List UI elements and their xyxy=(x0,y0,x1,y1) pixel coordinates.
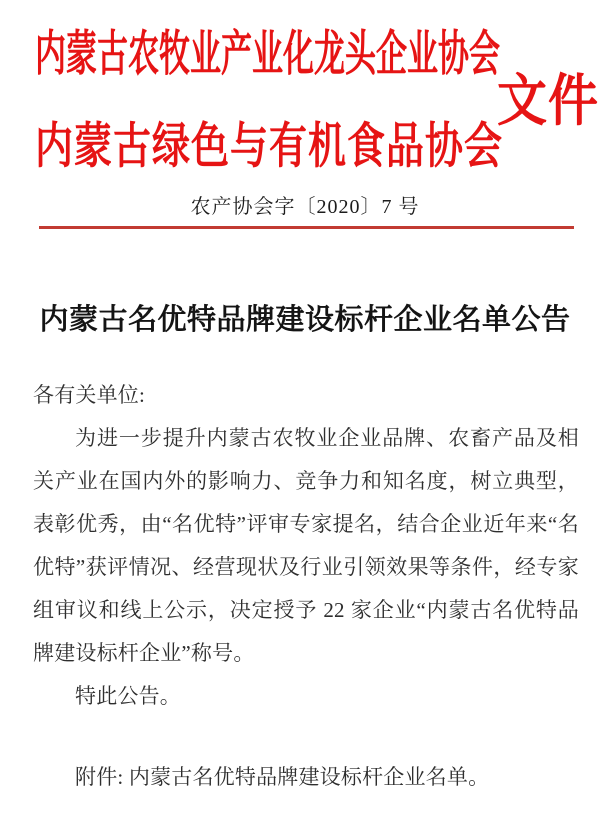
document-body xyxy=(33,374,579,799)
letterhead-org-line-1: 内蒙古农牧业产业化龙头企业协会 xyxy=(35,26,500,81)
letterhead-org-line-2: 内蒙古绿色与有机食品协会 xyxy=(35,120,504,174)
body-paragraph: 为进一步提升内蒙古农牧业企业品牌、农畜产品及相关产业在国内外的影响力、竞争力和知名度，树立典型，表彰优秀，由“名优特”评审专家提名，结合企业近年来“名优特”获评情况、经营现状及行业引领效果等条件，经专家组审议和线上公示，决定授予 22 家企业“内蒙古名优特品牌建设标杆企业”称号。 xyxy=(33,426,579,665)
document-number: 农产协会字〔2020〕7 号 xyxy=(190,196,420,218)
salutation-line: 各有关单位: xyxy=(33,383,146,407)
closing-line: 特此公告。 xyxy=(75,684,181,708)
letterhead-divider-rule xyxy=(39,226,574,229)
document-title: 内蒙古名优特品牌建设标杆企业名单公告 xyxy=(39,304,571,337)
attachment-line: 附件: 内蒙古名优特品牌建设标杆企业名单。 xyxy=(75,765,490,789)
letterhead-doc-type-label: 文件 xyxy=(497,69,599,133)
